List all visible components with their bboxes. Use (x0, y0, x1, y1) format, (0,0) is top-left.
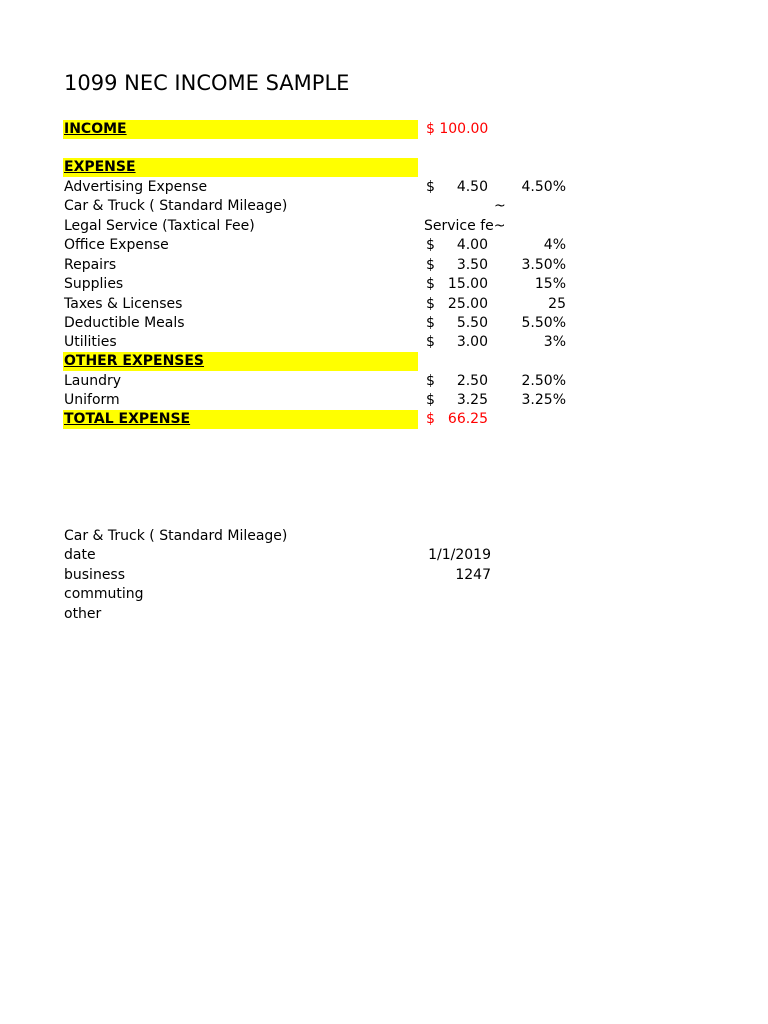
expense-label: Office Expense (64, 237, 169, 253)
expense-header-row (0, 158, 768, 177)
mileage-label: commuting (64, 586, 144, 602)
expense-row (0, 256, 768, 275)
other-expense-label: Uniform (64, 392, 120, 408)
expense-percent: 15% (534, 276, 566, 292)
expense-row (0, 275, 768, 294)
mileage-row (0, 546, 768, 565)
other-expense-row (0, 372, 768, 391)
expense-amount: ~ (494, 198, 506, 214)
expense-label: Supplies (64, 276, 124, 292)
expense-amount: Service fe~ (424, 218, 506, 234)
expense-dollar: $ (426, 179, 435, 195)
expense-label: Repairs (64, 257, 117, 273)
total-expense-row (0, 410, 768, 429)
other-expense-percent: 3.25% (521, 392, 566, 408)
other-expense-amount: 3.25 (456, 392, 488, 408)
expense-dollar: $ (426, 315, 435, 331)
expense-amount: 25.00 (447, 296, 488, 312)
expense-percent: 4.50% (521, 179, 566, 195)
expense-percent: 25 (548, 296, 566, 312)
expense-amount: 4.00 (456, 237, 488, 253)
other-expense-row (0, 391, 768, 410)
expense-row (0, 333, 768, 352)
expense-percent: 4% (543, 237, 566, 253)
expense-label: Deductible Meals (64, 315, 185, 331)
page-title: 1099 NEC INCOME SAMPLE (64, 71, 350, 95)
other-expense-dollar: $ (426, 373, 435, 389)
mileage-label: date (64, 547, 96, 563)
expense-amount: 3.00 (456, 334, 488, 350)
mileage-row (0, 566, 768, 585)
total-expense-label: TOTAL EXPENSE (64, 411, 191, 427)
expense-label: Car & Truck ( Standard Mileage) (64, 198, 288, 214)
expense-row (0, 236, 768, 255)
mileage-title-row (0, 527, 768, 546)
expense-row (0, 295, 768, 314)
expense-percent: 3.50% (521, 257, 566, 273)
expense-label: Advertising Expense (64, 179, 208, 195)
expense-amount: 5.50 (456, 315, 488, 331)
mileage-row (0, 585, 768, 604)
other-expenses-header: OTHER EXPENSES (64, 353, 205, 369)
expense-row (0, 314, 768, 333)
expense-amount: 15.00 (447, 276, 488, 292)
expense-header: EXPENSE (64, 159, 136, 175)
expense-row (0, 197, 768, 216)
expense-label: Utilities (64, 334, 117, 350)
expense-row (0, 217, 768, 236)
expense-label: Taxes & Licenses (64, 296, 183, 312)
mileage-label: other (64, 606, 102, 622)
mileage-row (0, 605, 768, 624)
income-value: $ 100.00 (426, 121, 489, 137)
other-expense-percent: 2.50% (521, 373, 566, 389)
other-expenses-header-row (0, 352, 768, 371)
income-row (0, 120, 768, 139)
expense-amount: 4.50 (456, 179, 488, 195)
mileage-title: Car & Truck ( Standard Mileage) (64, 528, 288, 544)
total-amount: 66.25 (447, 411, 488, 427)
other-expense-amount: 2.50 (456, 373, 488, 389)
expense-dollar: $ (426, 257, 435, 273)
income-label: INCOME (64, 121, 127, 137)
expense-row (0, 178, 768, 197)
other-expense-dollar: $ (426, 392, 435, 408)
expense-dollar: $ (426, 237, 435, 253)
total-dollar: $ (426, 411, 435, 427)
expense-dollar: $ (426, 296, 435, 312)
mileage-value: 1247 (455, 567, 491, 583)
expense-percent: 5.50% (521, 315, 566, 331)
expense-dollar: $ (426, 276, 435, 292)
other-expense-label: Laundry (64, 373, 122, 389)
mileage-value: 1/1/2019 (428, 547, 491, 563)
expense-amount: 3.50 (456, 257, 488, 273)
expense-dollar: $ (426, 334, 435, 350)
expense-label: Legal Service (Taxtical Fee) (64, 218, 255, 234)
expense-percent: 3% (543, 334, 566, 350)
mileage-label: business (64, 567, 126, 583)
